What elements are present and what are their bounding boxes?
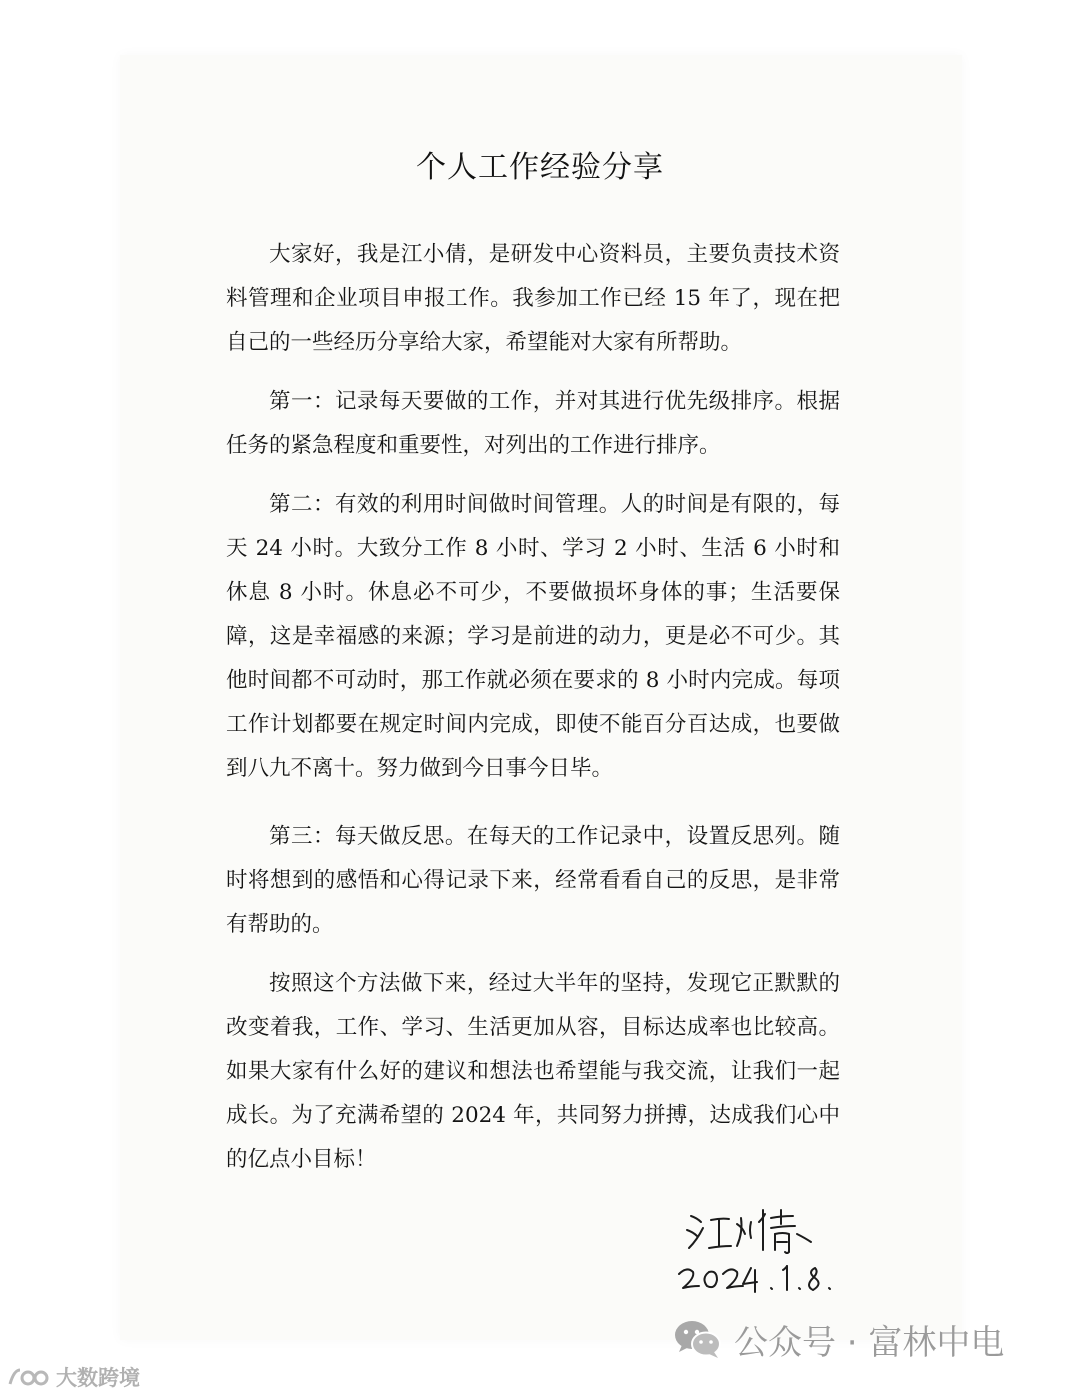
wechat-watermark-text: 公众号 · 富林中电 bbox=[734, 1322, 1005, 1363]
handwritten-signature bbox=[675, 1200, 845, 1310]
toutiao-watermark bbox=[6, 1362, 140, 1392]
toutiao-watermark-text: 大数跨境 bbox=[56, 1366, 140, 1390]
wechat-watermark bbox=[672, 1312, 1004, 1366]
signature-drawing bbox=[675, 1200, 845, 1310]
paragraph-conclusion: 按照这个方法做下来，经过大半年的坚持，发现它正默默的改变着我，工作、学习、生活更加从容，目标达成率也比较高。如果大家有什么好的建议和想法也希望能与我交流，让我们一起成长。为了充满希望的 2024 年，共同努力拼搏，达成我们心中的亿点小目标！ bbox=[226, 971, 840, 1172]
document-title: 个人工作经验分享 bbox=[416, 150, 664, 185]
paragraph-first: 第一：记录每天要做的工作，并对其进行优先级排序。根据任务的紧急程度和重要性，对列出的工作进行排序。 bbox=[226, 389, 840, 458]
wechat-icon bbox=[672, 1317, 724, 1361]
paragraph-second: 第二：有效的利用时间做时间管理。人的时间是有限的，每天 24 小时。大致分工作 8 小时、学习 2 小时、生活 6 小时和休息 8 小时。休息必不可少，不要做损坏身体的事；生活要保障，这是幸福感的来源；学习是前进的动力，更是必不可少。其他时间都不可动时，那工作就必须在要求的 8 小时内完成。每项工作计划都要在规定时间内完成，即使不能百分百达成，也要做到八九不离十。努力做到今日事今日毕。 bbox=[226, 492, 840, 781]
paragraph-third: 第三：每天做反思。在每天的工作记录中，设置反思列。随时将想到的感悟和心得记录下来，经常看看自己的反思，是非常有帮助的。 bbox=[226, 824, 840, 937]
toutiao-icon bbox=[6, 1364, 50, 1390]
paragraph-intro: 大家好，我是江小倩，是研发中心资料员，主要负责技术资料管理和企业项目申报工作。我参加工作已经 15 年了，现在把自己的一些经历分享给大家，希望能对大家有所帮助。 bbox=[226, 242, 840, 355]
